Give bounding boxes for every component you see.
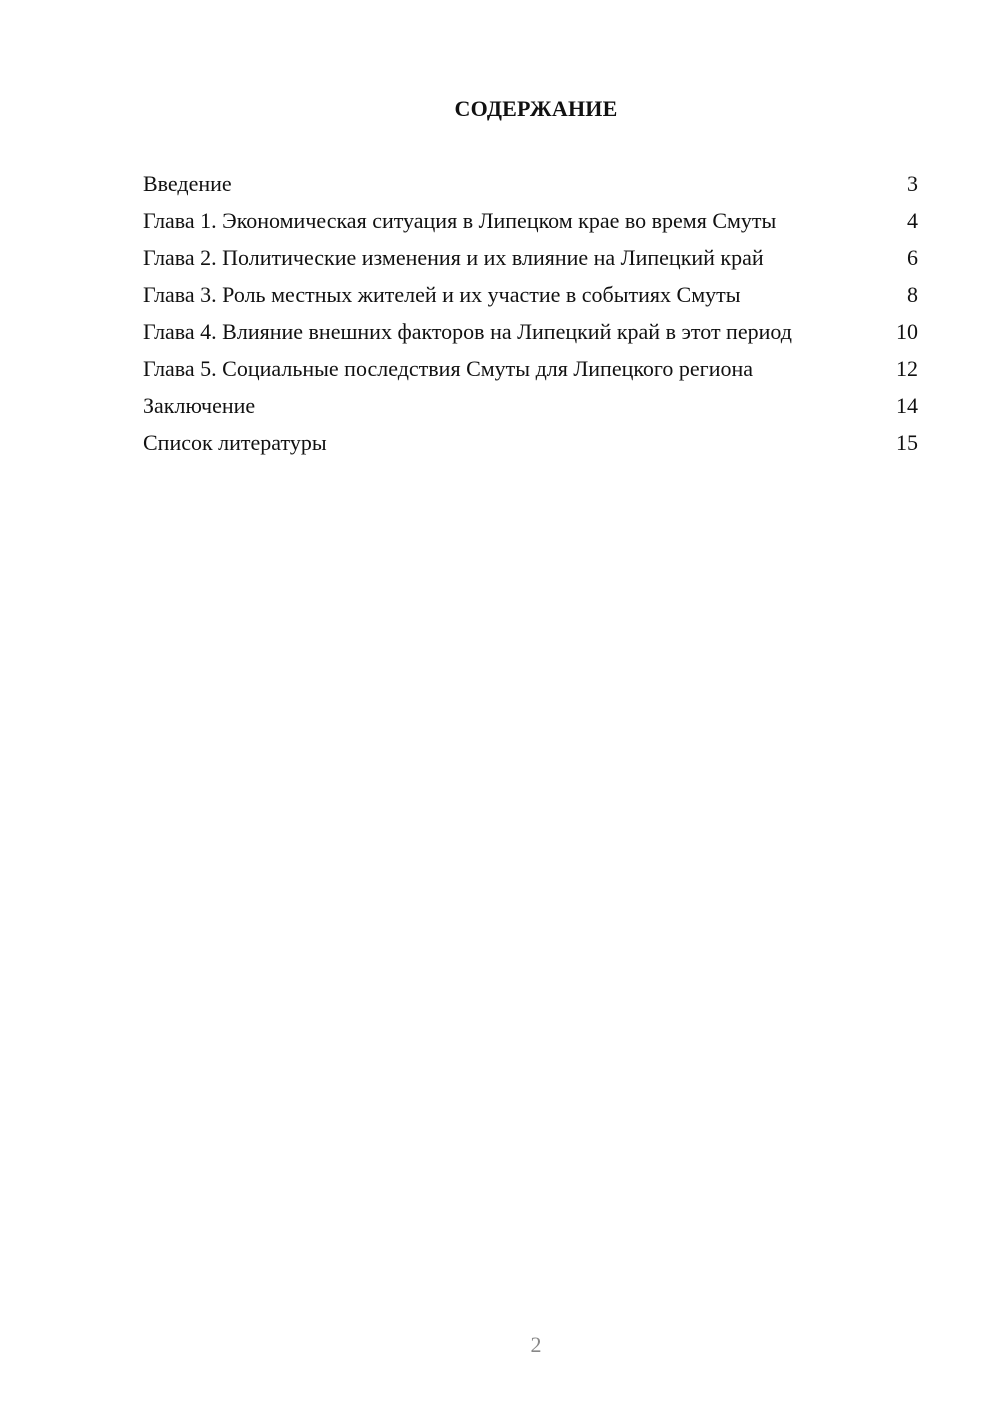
toc-entry-chapter-3: [143, 281, 918, 308]
toc-entry-chapter-2: [143, 244, 918, 271]
toc-entry-text: Глава 4. Влияние внешних факторов на Липецкий край в этот период: [143, 319, 792, 344]
toc-entry-text: Список литературы: [143, 430, 327, 455]
table-of-contents: [143, 170, 918, 466]
toc-entry-text: Глава 3. Роль местных жителей и их участие в событиях Смуты: [143, 282, 741, 307]
toc-entry-page: 6: [907, 245, 918, 270]
toc-entry-chapter-4: [143, 318, 918, 345]
toc-entry-page: 10: [896, 319, 918, 344]
page-number: 2: [530, 1332, 542, 1357]
toc-entry-page: 4: [907, 208, 918, 233]
toc-entry-text: Глава 2. Политические изменения и их влияние на Липецкий край: [143, 245, 764, 270]
toc-entry-introduction: [143, 170, 918, 197]
toc-entry-chapter-1: [143, 207, 918, 234]
toc-entry-text: Заключение: [143, 393, 256, 418]
toc-entry-page: 3: [907, 171, 918, 196]
toc-entry-chapter-5: [143, 355, 918, 382]
toc-entry-bibliography: [143, 429, 918, 456]
toc-entry-conclusion: [143, 392, 918, 419]
toc-entry-text: Глава 5. Социальные последствия Смуты для Липецкого региона: [143, 356, 754, 381]
toc-entry-page: 15: [896, 430, 918, 455]
toc-entry-page: 12: [896, 356, 918, 381]
toc-entry-text: Глава 1. Экономическая ситуация в Липецком крае во время Смуты: [143, 208, 777, 233]
page-title: СОДЕРЖАНИЕ: [454, 96, 618, 121]
toc-entry-page: 14: [896, 393, 918, 418]
toc-entry-text: Введение: [143, 171, 232, 196]
toc-entry-page: 8: [907, 282, 918, 307]
